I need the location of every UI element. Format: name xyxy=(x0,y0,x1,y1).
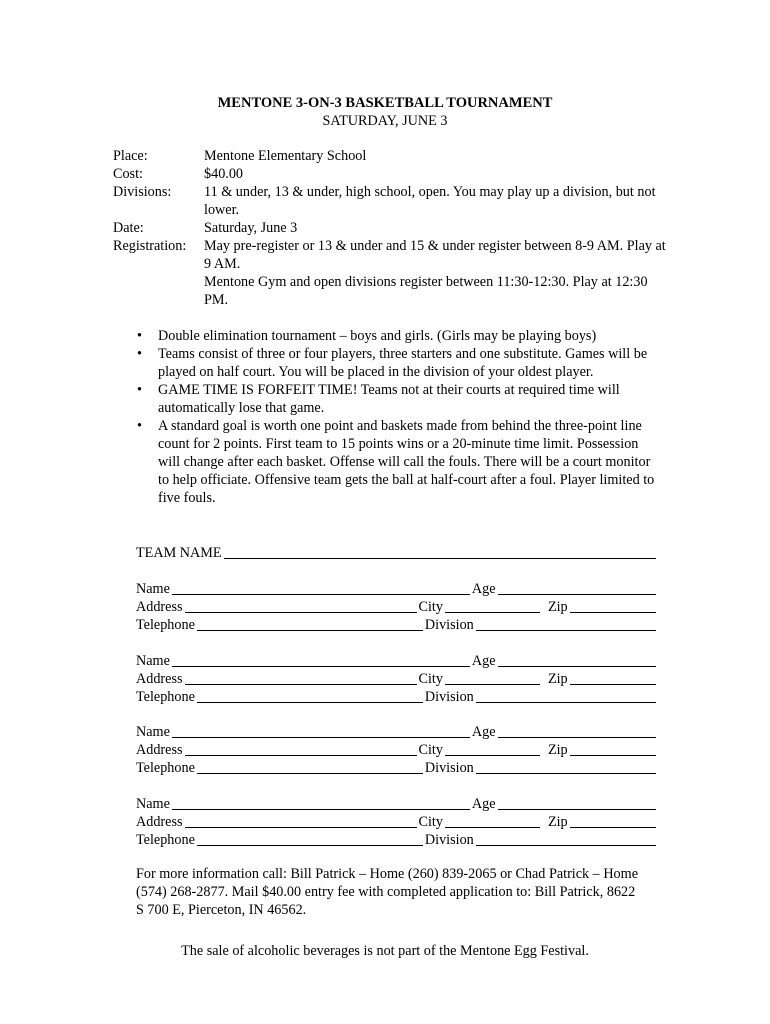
address-label: Address xyxy=(136,742,183,758)
zip-field[interactable] xyxy=(570,813,656,828)
zip-field[interactable] xyxy=(570,598,656,613)
city-label: City xyxy=(418,742,443,758)
team-name-label: TEAM NAME xyxy=(136,545,222,561)
event-info xyxy=(113,147,673,309)
telephone-field[interactable] xyxy=(197,759,423,774)
zip-label: Zip xyxy=(547,742,568,758)
division-label: Division xyxy=(424,617,474,633)
division-field[interactable] xyxy=(476,831,656,846)
bullet-icon: • xyxy=(137,328,142,344)
division-field[interactable] xyxy=(476,688,656,703)
date-label: Date: xyxy=(113,220,144,236)
address-field[interactable] xyxy=(185,598,417,613)
address-label: Address xyxy=(136,814,183,830)
team-name-field[interactable] xyxy=(224,544,656,559)
name-field[interactable] xyxy=(172,580,470,595)
cost-label: Cost: xyxy=(113,166,143,182)
divisions-row xyxy=(113,183,673,219)
bullet-icon: • xyxy=(137,382,142,398)
cost-row xyxy=(113,165,673,183)
city-field[interactable] xyxy=(445,670,540,685)
address-field[interactable] xyxy=(185,813,417,828)
rule-text: A standard goal is worth one point and baskets made from behind the three-point line count for 2 points. First team to 15 points wins or a 20-minute time limit. Possession will change after each basket. Offense will call the fouls. There will be a court monitor to help officiate. Offensive team gets the ball at half-court after a foul. Player limited to five fouls. xyxy=(158,418,655,506)
age-label: Age xyxy=(471,581,496,597)
city-field[interactable] xyxy=(445,741,540,756)
footer-note: The sale of alcoholic beverages is not part of the Mentone Egg Festival. xyxy=(181,943,589,959)
zip-label: Zip xyxy=(547,599,568,615)
age-field[interactable] xyxy=(498,795,656,810)
contact-info: For more information call: Bill Patrick – Home (260) 839-2065 or Chad Patrick – Home (574) 268-2877. Mail $40.00 entry fee with completed application to: Bill Patrick, 8622 S 700 E, Pierceton, IN 46562. xyxy=(136,866,638,918)
division-label: Division xyxy=(424,760,474,776)
rule-text: Double elimination tournament – boys and girls. (Girls may be playing boys) xyxy=(158,328,597,344)
division-field[interactable] xyxy=(476,616,656,631)
name-field[interactable] xyxy=(172,795,470,810)
name-field[interactable] xyxy=(172,652,470,667)
name-label: Name xyxy=(136,581,170,597)
zip-field[interactable] xyxy=(570,741,656,756)
telephone-label: Telephone xyxy=(136,617,195,633)
player-entry xyxy=(136,795,656,849)
division-label: Division xyxy=(424,832,474,848)
place-label: Place: xyxy=(113,148,148,164)
date-value: Saturday, June 3 xyxy=(204,220,298,236)
division-field[interactable] xyxy=(476,759,656,774)
registration-value xyxy=(204,237,673,309)
zip-field[interactable] xyxy=(570,670,656,685)
telephone-field[interactable] xyxy=(197,616,423,631)
telephone-field[interactable] xyxy=(197,831,423,846)
name-label: Name xyxy=(136,724,170,740)
name-field[interactable] xyxy=(172,723,470,738)
registration-row xyxy=(113,237,673,309)
rule-item xyxy=(137,417,662,507)
rules-list xyxy=(137,327,662,507)
city-field[interactable] xyxy=(445,813,540,828)
registration-line-1: May pre-register or 13 & under and 15 & under register between 8-9 AM. Play at 9 AM. xyxy=(204,238,666,272)
rule-text: GAME TIME IS FORFEIT TIME! Teams not at their courts at required time will automatically lose that game. xyxy=(158,382,620,416)
telephone-label: Telephone xyxy=(136,760,195,776)
address-label: Address xyxy=(136,671,183,687)
divisions-label: Divisions: xyxy=(113,184,172,200)
zip-label: Zip xyxy=(547,814,568,830)
registration-line-2: Mentone Gym and open divisions register between 11:30-12:30. Play at 12:30 PM. xyxy=(204,274,648,308)
document-subtitle: SATURDAY, JUNE 3 xyxy=(322,113,448,129)
rule-item xyxy=(137,345,662,381)
rule-text: Teams consist of three or four players, three starters and one substitute. Games will be played on half court. You will be placed in the division of your oldest player. xyxy=(158,346,648,380)
address-field[interactable] xyxy=(185,670,417,685)
address-field[interactable] xyxy=(185,741,417,756)
age-field[interactable] xyxy=(498,580,656,595)
age-label: Age xyxy=(471,724,496,740)
document-title: MENTONE 3-ON-3 BASKETBALL TOURNAMENT xyxy=(217,95,553,111)
player-entry xyxy=(136,580,656,634)
telephone-label: Telephone xyxy=(136,832,195,848)
divisions-value: 11 & under, 13 & under, high school, open. You may play up a division, but not lower. xyxy=(204,184,656,218)
bullet-icon: • xyxy=(137,346,142,362)
age-label: Age xyxy=(471,796,496,812)
player-entry xyxy=(136,652,656,706)
name-label: Name xyxy=(136,796,170,812)
rule-item xyxy=(137,381,662,417)
age-field[interactable] xyxy=(498,723,656,738)
telephone-label: Telephone xyxy=(136,689,195,705)
team-name-row xyxy=(136,544,656,562)
cost-value: $40.00 xyxy=(204,166,244,182)
city-label: City xyxy=(418,599,443,615)
name-label: Name xyxy=(136,653,170,669)
address-label: Address xyxy=(136,599,183,615)
place-row xyxy=(113,147,673,165)
age-label: Age xyxy=(471,653,496,669)
bullet-icon: • xyxy=(137,418,142,434)
city-label: City xyxy=(418,671,443,687)
age-field[interactable] xyxy=(498,652,656,667)
city-field[interactable] xyxy=(445,598,540,613)
date-row xyxy=(113,219,673,237)
zip-label: Zip xyxy=(547,671,568,687)
telephone-field[interactable] xyxy=(197,688,423,703)
division-label: Division xyxy=(424,689,474,705)
place-value: Mentone Elementary School xyxy=(204,148,367,164)
registration-label: Registration: xyxy=(113,238,187,254)
city-label: City xyxy=(418,814,443,830)
player-entry xyxy=(136,723,656,777)
rule-item xyxy=(137,327,662,345)
